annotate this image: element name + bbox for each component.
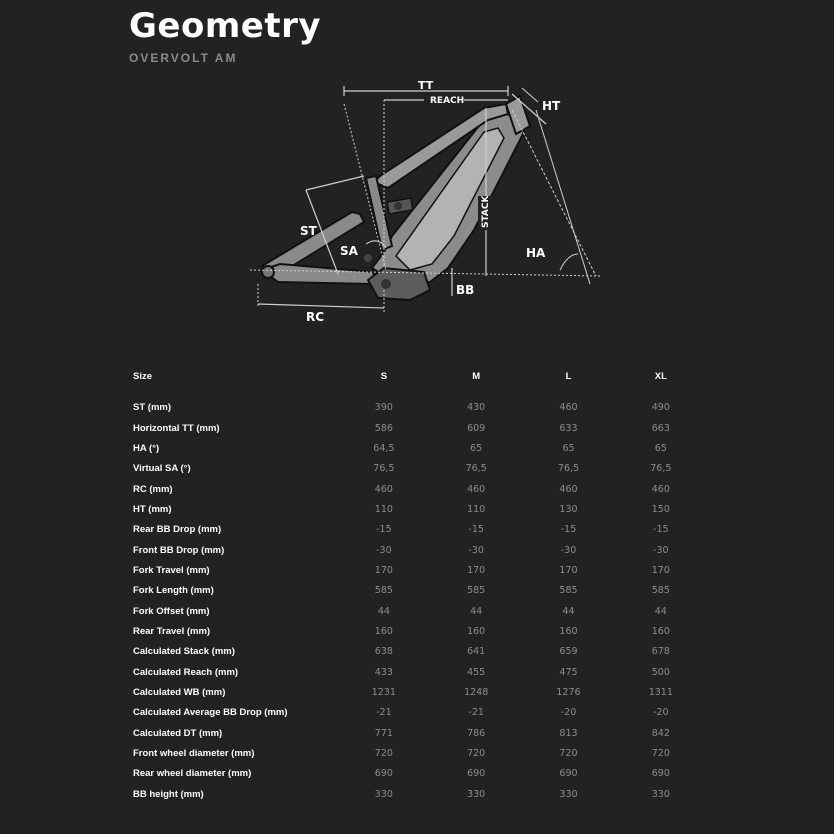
row-value: 44 xyxy=(470,605,483,617)
table-row xyxy=(133,418,707,438)
reach-label: REACH xyxy=(430,96,465,106)
row-value: 130 xyxy=(559,503,578,515)
row-value: -30 xyxy=(653,544,669,556)
table-row xyxy=(133,520,707,540)
row-value: 585 xyxy=(467,585,486,597)
row-value: 460 xyxy=(559,402,578,414)
row-value: 659 xyxy=(559,646,578,658)
ha-label: HA xyxy=(526,246,546,260)
row-value: 44 xyxy=(654,605,667,617)
row-value: 65 xyxy=(562,442,575,454)
row-value: 786 xyxy=(467,727,486,739)
table-row xyxy=(133,479,707,499)
row-value: 460 xyxy=(559,483,578,495)
row-value: 150 xyxy=(651,503,670,515)
row-value: 65 xyxy=(470,442,483,454)
row-value: 690 xyxy=(651,768,670,780)
row-value: 720 xyxy=(467,748,486,760)
row-value: 720 xyxy=(374,748,393,760)
row-value: 76,5 xyxy=(557,463,580,475)
table-row xyxy=(133,581,707,601)
row-value: -15 xyxy=(468,524,484,536)
row-value: 330 xyxy=(651,788,670,800)
table-row xyxy=(133,439,707,459)
row-label: Front wheel diameter (mm) xyxy=(133,748,255,760)
row-label: ST (mm) xyxy=(133,402,171,414)
table-row xyxy=(133,744,707,764)
table-row xyxy=(133,662,707,682)
table-row xyxy=(133,785,707,805)
row-value: -20 xyxy=(653,707,669,719)
row-label: Fork Length (mm) xyxy=(133,585,214,597)
row-value: -20 xyxy=(560,707,577,719)
row-value: 638 xyxy=(374,646,393,658)
row-value: 460 xyxy=(374,483,393,495)
row-value: 170 xyxy=(651,564,670,576)
row-value: -30 xyxy=(560,544,577,556)
size-xl-header: XL xyxy=(654,371,667,382)
row-value: -30 xyxy=(468,544,484,556)
sa-label: SA xyxy=(340,244,358,258)
row-value: 690 xyxy=(467,768,486,780)
row-value: 842 xyxy=(651,727,670,739)
stack-label: STACK xyxy=(481,195,491,228)
row-value: 1231 xyxy=(371,686,396,698)
row-value: -15 xyxy=(653,524,669,536)
row-value: 813 xyxy=(559,727,578,739)
row-label: HA (°) xyxy=(133,442,160,454)
row-label: Fork Travel (mm) xyxy=(133,564,210,576)
row-value: 586 xyxy=(374,422,393,434)
size-m-header: M xyxy=(472,371,481,382)
row-value: 633 xyxy=(559,422,578,434)
row-value: 475 xyxy=(559,666,578,678)
bb-label: BB xyxy=(456,283,475,297)
row-label: Calculated Stack (mm) xyxy=(133,646,235,658)
table-row xyxy=(133,459,707,479)
row-value: -30 xyxy=(376,544,392,556)
row-label: Rear wheel diameter (mm) xyxy=(133,768,252,780)
row-value: 490 xyxy=(651,402,670,414)
row-value: 500 xyxy=(651,666,670,678)
row-label: Calculated Average BB Drop (mm) xyxy=(133,707,288,719)
row-value: 76,5 xyxy=(373,463,395,475)
row-value: 585 xyxy=(374,585,393,597)
row-label: Calculated Reach (mm) xyxy=(133,666,239,678)
row-label: Calculated DT (mm) xyxy=(133,727,223,739)
row-value: 460 xyxy=(467,483,486,495)
row-value: 433 xyxy=(374,666,393,678)
row-value: 170 xyxy=(467,564,486,576)
row-value: 1311 xyxy=(648,686,673,698)
row-value: 330 xyxy=(467,788,486,800)
size-header: Size xyxy=(133,371,153,382)
geometry-table xyxy=(133,366,707,805)
table-row xyxy=(133,500,707,520)
row-value: -21 xyxy=(376,707,392,719)
row-label: HT (mm) xyxy=(133,503,172,515)
table-row xyxy=(133,601,707,621)
row-label: RC (mm) xyxy=(133,483,173,495)
row-value: 170 xyxy=(374,564,393,576)
row-value: 585 xyxy=(559,585,578,597)
row-value: 771 xyxy=(374,727,393,739)
table-row xyxy=(133,561,707,581)
row-value: -15 xyxy=(376,524,392,536)
table-row xyxy=(133,683,707,703)
page-title: Geometry xyxy=(129,6,321,46)
row-value: 64,5 xyxy=(373,442,395,454)
table-row xyxy=(133,398,707,418)
row-label: Virtual SA (°) xyxy=(133,463,191,475)
row-label: Rear BB Drop (mm) xyxy=(133,524,222,536)
row-label: Rear Travel (mm) xyxy=(133,625,211,637)
row-value: 330 xyxy=(559,788,578,800)
row-value: 76,5 xyxy=(465,463,487,475)
row-label: Fork Offset (mm) xyxy=(133,605,210,617)
row-value: 690 xyxy=(374,768,393,780)
table-row xyxy=(133,724,707,744)
table-row xyxy=(133,540,707,560)
table-row xyxy=(133,642,707,662)
row-value: 160 xyxy=(467,625,486,637)
row-label: Horizontal TT (mm) xyxy=(133,422,220,434)
row-value: 609 xyxy=(467,422,486,434)
table-header-row xyxy=(133,366,707,388)
row-value: 160 xyxy=(651,625,670,637)
row-value: 110 xyxy=(374,503,393,515)
row-value: 455 xyxy=(467,666,486,678)
row-value: -21 xyxy=(468,707,484,719)
row-label: Calculated WB (mm) xyxy=(133,686,226,698)
row-value: 160 xyxy=(374,625,393,637)
row-label: BB height (mm) xyxy=(133,788,204,800)
table-row xyxy=(133,703,707,723)
row-value: 330 xyxy=(374,788,393,800)
row-value: 460 xyxy=(651,483,670,495)
row-label: Front BB Drop (mm) xyxy=(133,544,225,556)
st-label: ST xyxy=(300,224,317,238)
row-value: 1276 xyxy=(556,686,581,698)
table-row xyxy=(133,622,707,642)
row-value: -15 xyxy=(560,524,577,536)
row-value: 76,5 xyxy=(650,463,672,475)
row-value: 585 xyxy=(651,585,670,597)
row-value: 170 xyxy=(559,564,578,576)
row-value: 44 xyxy=(562,605,575,617)
row-value: 160 xyxy=(559,625,578,637)
geometry-diagram xyxy=(240,76,610,332)
row-value: 430 xyxy=(467,402,486,414)
row-value: 720 xyxy=(651,748,670,760)
tt-label: TT xyxy=(418,79,434,92)
row-value: 44 xyxy=(377,605,390,617)
page-subtitle: OVERVOLT AM xyxy=(129,51,238,65)
row-value: 110 xyxy=(467,503,486,515)
row-value: 663 xyxy=(651,422,670,434)
row-value: 720 xyxy=(559,748,578,760)
ht-label: HT xyxy=(542,99,561,113)
row-value: 678 xyxy=(651,646,670,658)
size-l-header: L xyxy=(565,371,572,382)
row-value: 641 xyxy=(467,646,486,658)
row-value: 1248 xyxy=(464,686,489,698)
rc-label: RC xyxy=(306,310,325,324)
size-s-header: S xyxy=(380,371,388,382)
row-value: 390 xyxy=(374,402,393,414)
table-row xyxy=(133,764,707,784)
row-value: 690 xyxy=(559,768,578,780)
row-value: 65 xyxy=(654,442,667,454)
spacer-row xyxy=(133,388,707,398)
